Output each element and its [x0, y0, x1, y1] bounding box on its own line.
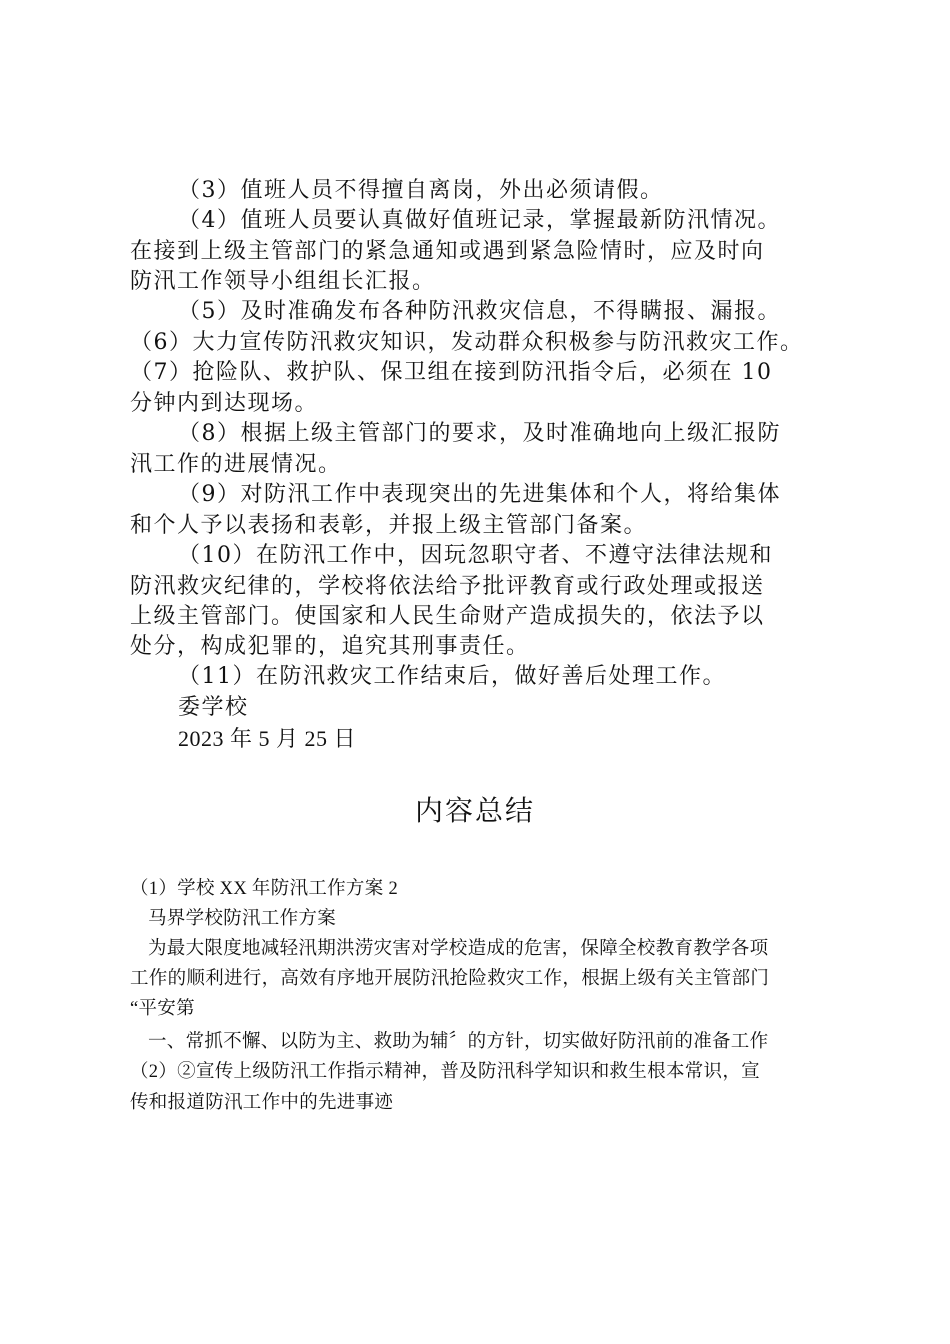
body-line-3: 在接到上级主管部门的紧急通知或遇到紧急险情时，应及时向: [130, 239, 765, 264]
signature: 委学校: [178, 695, 249, 720]
body-line-8: 分钟内到达现场。: [130, 391, 319, 416]
summary-line-2: 马界学校防汛工作方案: [148, 909, 337, 929]
summary-line-7: （2）②宣传上级防汛工作指示精神，普及防汛科学知识和救生根本常识，宣: [130, 1062, 760, 1082]
body-line-4: 防汛工作领导小组组长汇报。: [130, 269, 436, 294]
body-line-6: （6）大力宣传防汛救灾知识，发动群众积极参与防汛救灾工作。: [130, 330, 804, 355]
body-line-10: 汛工作的进展情况。: [130, 452, 342, 477]
body-line-14: 防汛救灾纪律的，学校将依法给予批评教育或行政处理或报送: [130, 574, 765, 599]
body-line-16: 处分，构成犯罪的，追究其刑事责任。: [130, 634, 530, 659]
summary-line-4: 工作的顺利进行，高效有序地开展防汛抢险救灾工作，根据上级有关主管部门: [130, 969, 770, 989]
summary-line-5: “平安第: [130, 999, 195, 1019]
body-line-15: 上级主管部门。使国家和人民生命财产造成损失的，依法予以: [130, 604, 765, 629]
summary-line-8: 传和报道防汛工作中的先进事迹: [130, 1093, 394, 1113]
body-line-9: （8）根据上级主管部门的要求，及时准确地向上级汇报防: [178, 421, 781, 446]
summary-line-1: （1）学校 XX 年防汛工作方案 2: [130, 879, 398, 899]
body-line-13: （10）在防汛工作中，因玩忽职守者、不遵守法律法规和: [178, 543, 773, 568]
document-date: 2023 年 5 月 25 日: [178, 726, 357, 751]
body-line-5: （5）及时准确发布各种防汛救灾信息，不得瞒报、漏报。: [178, 299, 781, 324]
body-line-12: 和个人予以表扬和表彰，并报上级主管部门备案。: [130, 513, 648, 538]
summary-line-6: 一、常抓不懈、以防为主、救助为辅〞的方针，切实做好防汛前的准备工作: [148, 1032, 769, 1052]
body-line-11: （9）对防汛工作中表现突出的先进集体和个人，将给集体: [178, 482, 781, 507]
body-line-2: （4）值班人员要认真做好值班记录，掌握最新防汛情况。: [178, 208, 781, 233]
summary-line-3: 为最大限度地减轻汛期洪涝灾害对学校造成的危害，保障全校教育教学各项: [148, 939, 769, 959]
summary-title: 内容总结: [414, 794, 535, 827]
body-line-7: （7）抢险队、救护队、保卫组在接到防汛指令后，必须在 10: [130, 360, 773, 385]
body-line-17: （11）在防汛救灾工作结束后，做好善后处理工作。: [178, 664, 726, 689]
body-line-1: （3）值班人员不得擅自离岗，外出必须请假。: [178, 178, 664, 203]
